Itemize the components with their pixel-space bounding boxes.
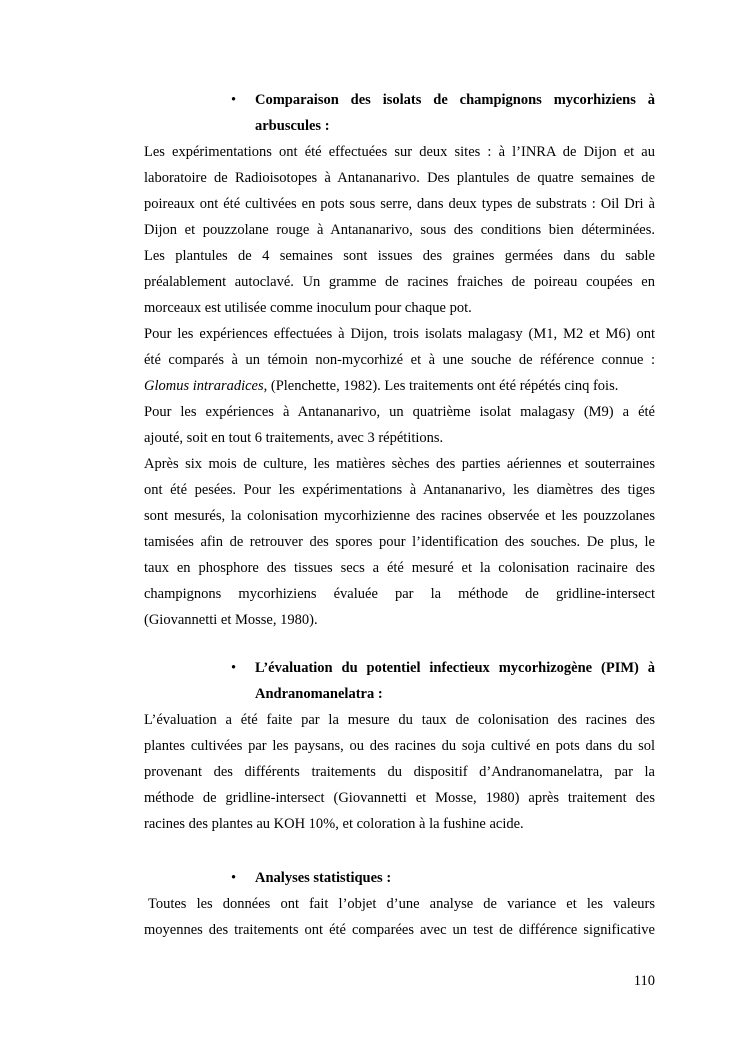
text-line: plantes cultivées par les paysans, ou des racines du soja cultivé en pots dans du sol: [144, 738, 655, 754]
heading-line-1: Comparaison des isolats de champignons mycorhiziens à: [255, 92, 655, 108]
page-number: 110: [633, 973, 655, 989]
text-line: Les expérimentations ont été effectuées sur deux sites : à l’INRA de Dijon et au: [144, 144, 655, 160]
text-line: poireaux ont été cultivées en pots sous serre, dans deux types de substrats : Oil Dri à: [144, 196, 655, 212]
text-line: Pour les expériences effectuées à Dijon, trois isolats malagasy (M1, M2 et M6) ont: [144, 326, 655, 342]
text-line: préalablement autoclavé. Un gramme de racines fraiches de poireau coupées en: [144, 274, 655, 290]
heading-line-1: L’évaluation du potentiel infectieux mycorhizogène (PIM) à: [255, 660, 655, 676]
text-line: Après six mois de culture, les matières sèches des parties aériennes et souterraines: [144, 456, 655, 472]
text-line: été comparés à un témoin non-mycorhizé et à une souche de référence connue :: [144, 352, 655, 368]
bullet-icon: •: [231, 660, 237, 676]
text-line: L’évaluation a été faite par la mesure du taux de colonisation des racines des: [144, 712, 655, 728]
paragraph-statistics: [144, 891, 655, 943]
text-line: moyennes des traitements ont été comparées avec un test de différence significative: [144, 922, 655, 938]
text-line: Toutes les données ont fait l’objet d’une analyse de variance et les valeurs: [148, 896, 655, 912]
text-line: tamisées afin de retrouver des spores pour l’identification des souches. De plus, le: [144, 534, 655, 550]
text-line: (Giovannetti et Mosse, 1980).: [144, 612, 318, 628]
text-line: Pour les expériences à Antananarivo, un quatrième isolat malagasy (M9) a été: [144, 404, 655, 420]
text-line: méthode de gridline-intersect (Giovannetti et Mosse, 1980) après traitement des: [144, 790, 655, 806]
section-heading-comparison: [231, 87, 655, 139]
section-heading-statistics: [231, 865, 655, 891]
text-line: morceaux est utilisée comme inoculum pour chaque pot.: [144, 300, 472, 316]
heading-line-2: Andranomanelatra :: [255, 686, 383, 702]
citation-text: (Plenchette, 1982). Les traitements ont été répétés cinq fois.: [267, 378, 619, 394]
text-line: Les plantules de 4 semaines sont issues des graines germées dans du sable: [144, 248, 655, 264]
text-line: racines des plantes au KOH 10%, et coloration à la fushine acide.: [144, 816, 524, 832]
text-line: sont mesurés, la colonisation mycorhizienne des racines observée et les pouzzolanes: [144, 508, 655, 524]
paragraph-comparison: [144, 139, 655, 633]
text-line-species: [144, 373, 655, 399]
bullet-icon: •: [231, 92, 237, 108]
text-line: ajouté, soit en tout 6 traitements, avec 3 répétitions.: [144, 430, 444, 446]
paragraph-pim: [144, 707, 655, 837]
text-line: provenant des différents traitements du dispositif d’Andranomanelatra, par la: [144, 764, 655, 780]
bullet-icon: •: [231, 870, 237, 886]
section-heading-pim: [231, 655, 655, 707]
heading-text: Analyses statistiques :: [255, 870, 392, 886]
text-line: laboratoire de Radioisotopes à Antananarivo. Des plantules de quatre semaines de: [144, 170, 655, 186]
text-line: ont été pesées. Pour les expérimentations à Antananarivo, les diamètres des tiges: [144, 482, 655, 498]
heading-line-2: arbuscules :: [255, 118, 330, 134]
text-line: Dijon et pouzzolane rouge à Antananarivo, sous des conditions bien déterminées.: [144, 222, 655, 238]
species-name: Glomus intraradices,: [144, 378, 268, 394]
text-line: taux en phosphore des tissues secs a été mesuré et la colonisation racinaire des: [144, 560, 655, 576]
text-line: champignons mycorhiziens évaluée par la méthode de gridline-intersect: [144, 586, 655, 602]
